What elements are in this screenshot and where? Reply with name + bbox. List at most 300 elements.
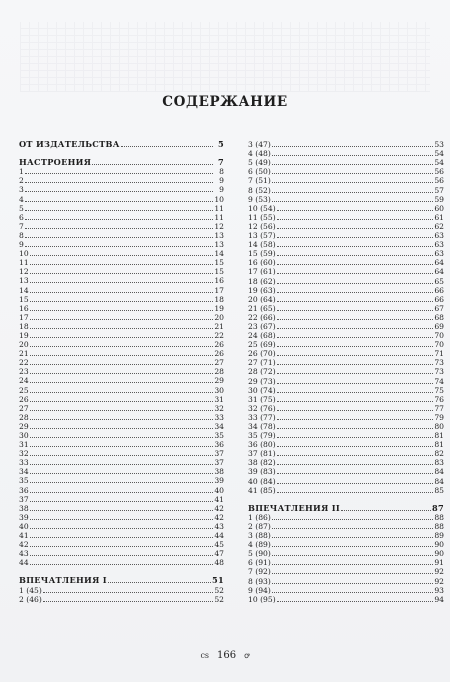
toc-entry <box>19 267 224 276</box>
dot-leader <box>272 149 433 156</box>
toc-entry-label: 7 (92) <box>248 567 271 577</box>
toc-entry-page: 53 <box>434 140 444 150</box>
toc-entry <box>19 304 224 313</box>
toc-entry-label: 13 <box>19 276 29 286</box>
toc-entry <box>248 140 444 149</box>
toc-entry-label: 29 (73) <box>248 376 276 386</box>
toc-entry-page: 21 <box>214 321 224 331</box>
toc-entry-page: 63 <box>434 249 444 259</box>
toc-entry-page: 15 <box>214 258 224 268</box>
toc-entry <box>19 258 224 267</box>
toc-entry-label: 8 <box>19 230 24 240</box>
toc-entry <box>19 585 224 594</box>
toc-entry-page: 73 <box>434 367 444 377</box>
toc-entry-page: 66 <box>434 294 444 304</box>
toc-entry-page: 36 <box>214 440 224 450</box>
dot-leader <box>30 367 213 374</box>
toc-entry <box>19 522 224 531</box>
toc-entry-label: 37 <box>19 494 29 504</box>
toc-entry <box>19 231 224 240</box>
toc-entry-page: 14 <box>214 249 224 259</box>
toc-entry-page: 64 <box>434 258 444 268</box>
page-title: СОДЕРЖАНИЕ <box>162 94 288 110</box>
toc-entry-page: 37 <box>214 458 224 468</box>
toc-entry <box>248 586 444 595</box>
toc-entry <box>19 449 224 458</box>
dot-leader <box>277 440 433 447</box>
toc-entry-label: 8 (93) <box>248 576 271 586</box>
toc-entry <box>19 485 224 494</box>
toc-entry-page: 51 <box>212 575 224 586</box>
toc-entry-page: 12 <box>214 221 224 231</box>
dot-leader <box>272 176 433 183</box>
toc-entry <box>248 395 444 404</box>
toc-entry <box>248 376 444 385</box>
toc-entry <box>248 276 444 285</box>
toc-entry-label: 39 <box>19 512 29 522</box>
toc-entry-label: 14 (58) <box>248 240 276 250</box>
toc-entry-label: 3 (47) <box>248 140 271 150</box>
toc-entry-page: 77 <box>434 403 444 413</box>
dot-leader <box>25 176 213 183</box>
dot-leader <box>272 167 433 174</box>
dot-leader <box>30 531 213 538</box>
toc-entry-page: 13 <box>214 240 224 250</box>
dot-leader <box>30 458 213 465</box>
toc-entry-page: 63 <box>434 231 444 241</box>
toc-entry <box>19 349 224 358</box>
toc-section-heading <box>248 504 444 513</box>
toc-entry-label: 41 <box>19 531 29 541</box>
toc-entry-label: 33 <box>19 458 29 468</box>
toc-entry-page: 57 <box>434 185 444 195</box>
toc-entry-label: 21 <box>19 349 29 359</box>
toc-entry-label: 20 (64) <box>248 294 276 304</box>
toc-entry-page: 9 <box>219 185 224 195</box>
toc-entry-page: 13 <box>214 230 224 240</box>
toc-entry-label: 12 <box>19 267 29 277</box>
toc-entry <box>19 513 224 522</box>
toc-entry-page: 90 <box>434 549 444 559</box>
dot-leader <box>277 377 433 384</box>
dot-leader <box>30 413 213 420</box>
toc-entry <box>248 422 444 431</box>
toc-entry-page: 91 <box>434 558 444 568</box>
toc-entry-label: 16 (60) <box>248 258 276 268</box>
dot-leader <box>272 586 433 593</box>
toc-entry <box>19 194 224 203</box>
toc-entry-page: 26 <box>214 349 224 359</box>
toc-entry-page: 38 <box>214 467 224 477</box>
toc-entry-page: 19 <box>214 303 224 313</box>
toc-entry <box>248 222 444 231</box>
dot-leader <box>277 213 433 220</box>
dot-leader <box>272 186 433 193</box>
dot-leader <box>30 276 213 283</box>
toc-entry-label: 1 (86) <box>248 512 271 522</box>
toc-entry-label: 5 (49) <box>248 158 271 168</box>
toc-entry <box>248 549 444 558</box>
toc-entry <box>248 267 444 276</box>
toc-entry-label: 43 <box>19 549 29 559</box>
toc-entry-page: 73 <box>434 358 444 368</box>
dot-leader <box>272 577 433 584</box>
toc-entry <box>19 440 224 449</box>
toc-entry-label: 15 <box>19 294 29 304</box>
toc-entry <box>19 285 224 294</box>
toc-entry-page: 43 <box>214 521 224 531</box>
dot-leader <box>30 376 213 383</box>
toc-entry <box>19 395 224 404</box>
dot-leader <box>277 304 433 311</box>
toc-entry-label: 24 <box>19 376 29 386</box>
dot-leader <box>25 222 213 229</box>
dot-leader <box>277 367 433 374</box>
toc-entry <box>248 231 444 240</box>
dot-leader <box>272 195 433 202</box>
toc-entry-page: 81 <box>434 440 444 450</box>
toc-entry-label: 37 (81) <box>248 449 276 459</box>
toc-entry <box>248 413 444 422</box>
toc-entry <box>248 195 444 204</box>
toc-entry-label: 38 <box>19 503 29 513</box>
dot-leader <box>30 349 213 356</box>
toc-entry-page: 42 <box>214 503 224 513</box>
toc-entry-page: 65 <box>434 276 444 286</box>
page-footer <box>0 650 450 661</box>
bleed-through-background <box>20 22 430 92</box>
toc-entry-label: 36 (80) <box>248 440 276 450</box>
footer-left-ornament: cs <box>200 651 210 660</box>
toc-entry-page: 18 <box>214 294 224 304</box>
dot-leader <box>30 313 213 320</box>
toc-entry <box>248 486 444 495</box>
toc-entry-page: 92 <box>434 567 444 577</box>
toc-entry-page: 92 <box>434 576 444 586</box>
toc-entry-page: 52 <box>214 585 224 595</box>
toc-entry <box>248 185 444 194</box>
toc-entry-label: 30 (74) <box>248 385 276 395</box>
toc-entry-page: 93 <box>434 585 444 595</box>
toc-entry-label: 6 (50) <box>248 167 271 177</box>
toc-entry-label: 16 <box>19 303 29 313</box>
toc-entry <box>248 404 444 413</box>
toc-entry <box>248 313 444 322</box>
toc-entry-label: 19 <box>19 330 29 340</box>
toc-entry <box>19 276 224 285</box>
toc-entry-page: 11 <box>214 212 224 222</box>
toc-entry <box>19 413 224 422</box>
toc-entry-label: 11 (55) <box>248 212 276 222</box>
toc-entry-page: 37 <box>214 449 224 459</box>
toc-entry-page: 89 <box>434 531 444 541</box>
toc-entry-label: 1 (45) <box>19 585 42 595</box>
dot-leader <box>30 440 213 447</box>
toc-entry <box>248 522 444 531</box>
dot-leader <box>30 340 213 347</box>
toc-entry-page: 84 <box>434 476 444 486</box>
toc-entry <box>248 331 444 340</box>
toc-entry-page: 48 <box>214 558 224 568</box>
dot-leader <box>277 277 433 284</box>
toc-entry-page: 47 <box>214 549 224 559</box>
toc-entry <box>248 358 444 367</box>
toc-entry <box>19 595 224 604</box>
toc-entry-page: 10 <box>214 194 224 204</box>
toc-entry-label: 4 <box>19 194 24 204</box>
toc-entry <box>248 213 444 222</box>
toc-entry-label: 11 <box>19 258 29 268</box>
toc-entry-label: 6 (91) <box>248 558 271 568</box>
toc-entry <box>248 340 444 349</box>
toc-entry-page: 64 <box>434 267 444 277</box>
toc-entry-label: ВПЕЧАТЛЕНИЯ II <box>248 502 341 513</box>
toc-entry-page: 81 <box>434 431 444 441</box>
toc-entry-page: 62 <box>434 221 444 231</box>
toc-entry-label: 19 (63) <box>248 285 276 295</box>
toc-entry-page: 87 <box>432 502 444 513</box>
toc-entry-label: ВПЕЧАТЛЕНИЯ I <box>19 575 107 586</box>
toc-entry-page: 28 <box>214 367 224 377</box>
toc-entry-page: 31 <box>214 394 224 404</box>
dot-leader <box>277 222 433 229</box>
toc-entry-label: 23 <box>19 367 29 377</box>
toc-entry-label: 28 (72) <box>248 367 276 377</box>
dot-leader <box>341 504 431 511</box>
toc-entry-page: 52 <box>214 594 224 604</box>
dot-leader <box>30 304 213 311</box>
dot-leader <box>30 295 213 302</box>
dot-leader <box>277 358 433 365</box>
toc-section-heading <box>19 576 224 585</box>
dot-leader <box>277 286 433 293</box>
toc-entry <box>248 431 444 440</box>
toc-entry-page: 41 <box>214 494 224 504</box>
toc-entry <box>248 149 444 158</box>
dot-leader <box>25 231 213 238</box>
dot-leader <box>30 258 213 265</box>
toc-entry-page: 76 <box>434 394 444 404</box>
toc-entry-label: 10 (54) <box>248 203 276 213</box>
dot-leader <box>272 140 433 147</box>
toc-entry <box>19 331 224 340</box>
toc-entry-label: 26 <box>19 394 29 404</box>
toc-entry-label: 7 <box>19 221 24 231</box>
dot-leader <box>277 404 433 411</box>
toc-entry <box>248 249 444 258</box>
toc-entry <box>19 422 224 431</box>
dot-leader <box>272 540 433 547</box>
toc-entry-page: 5 <box>218 139 224 150</box>
toc-section-heading <box>19 140 224 149</box>
dot-leader <box>30 540 213 547</box>
toc-entry-page: 54 <box>434 149 444 159</box>
toc-entry-page: 54 <box>434 158 444 168</box>
toc-entry <box>248 386 444 395</box>
toc-entry <box>19 531 224 540</box>
toc-entry <box>19 249 224 258</box>
dot-leader <box>277 386 433 393</box>
dot-leader <box>30 331 213 338</box>
toc-entry-page: 32 <box>214 403 224 413</box>
toc-entry-label: 27 <box>19 403 29 413</box>
toc-entry-page: 9 <box>219 176 224 186</box>
footer-right-ornament: ꝍ <box>244 651 250 660</box>
toc-entry-page: 69 <box>434 321 444 331</box>
dot-leader <box>25 185 213 192</box>
toc-entry-label: 34 (78) <box>248 422 276 431</box>
toc-entry <box>19 340 224 349</box>
toc-entry <box>248 367 444 376</box>
toc-entry <box>248 513 444 522</box>
toc-entry <box>19 222 224 231</box>
dot-leader <box>272 531 433 538</box>
toc-entry-label: 30 <box>19 431 29 440</box>
toc-entry-page: 16 <box>214 276 224 286</box>
toc-entry-label: 40 <box>19 521 29 531</box>
toc-entry-label: 36 <box>19 485 29 495</box>
dot-leader <box>30 358 213 365</box>
toc-entry-label: 4 (48) <box>248 149 271 159</box>
toc-entry-label: 23 (67) <box>248 321 276 331</box>
dot-leader <box>121 140 213 147</box>
dot-leader <box>272 549 433 556</box>
dot-leader <box>30 476 213 483</box>
toc-entry-label: ОТ ИЗДАТЕЛЬСТВА <box>19 139 120 150</box>
toc-entry-page: 26 <box>214 340 224 350</box>
toc-entry <box>248 467 444 476</box>
toc-entry-label: 3 (88) <box>248 531 271 541</box>
toc-entry <box>248 458 444 467</box>
toc-entry-page: 83 <box>434 458 444 468</box>
toc-entry <box>19 476 224 485</box>
toc-entry-page: 88 <box>434 521 444 531</box>
toc-entry-page: 17 <box>214 285 224 295</box>
dot-leader <box>108 576 211 583</box>
toc-entry-label: 39 (83) <box>248 467 276 477</box>
toc-entry-page: 56 <box>434 176 444 186</box>
toc-entry <box>19 458 224 467</box>
toc-entry-label: 1 <box>19 167 24 177</box>
toc-entry-label: 10 <box>19 249 29 259</box>
dot-leader <box>30 549 213 556</box>
toc-entry <box>248 349 444 358</box>
toc-section-heading <box>19 158 224 167</box>
toc-entry-label: 31 (75) <box>248 394 276 404</box>
dot-leader <box>30 404 213 411</box>
toc-entry <box>19 167 224 176</box>
toc-entry-page: 33 <box>214 412 224 422</box>
dot-leader <box>272 567 433 574</box>
dot-leader <box>277 431 433 438</box>
dot-leader <box>30 286 213 293</box>
page-number: 166 <box>217 650 237 661</box>
dot-leader <box>30 513 213 520</box>
dot-leader <box>277 313 433 320</box>
toc-entry-page: 75 <box>434 385 444 395</box>
toc-entry <box>248 304 444 313</box>
toc-entry-page: 90 <box>434 540 444 550</box>
toc-entry-page: 22 <box>214 330 224 340</box>
dot-leader <box>272 558 433 565</box>
dot-leader <box>30 249 213 256</box>
dot-leader <box>277 267 433 274</box>
toc-entry <box>19 467 224 476</box>
toc-entry <box>248 440 444 449</box>
toc-entry-label: 29 <box>19 421 29 431</box>
toc-entry-label: 3 <box>19 185 24 195</box>
toc-entry-page: 11 <box>214 203 224 213</box>
toc-entry-label: 22 <box>19 358 29 368</box>
toc-entry <box>19 313 224 322</box>
toc-entry <box>19 431 224 440</box>
dot-leader <box>277 395 433 402</box>
toc-entry-page: 42 <box>214 512 224 522</box>
dot-leader <box>272 158 433 165</box>
toc-entry-label: 27 (71) <box>248 358 276 368</box>
toc-entry <box>19 176 224 185</box>
dot-leader <box>30 449 213 456</box>
toc-entry-page: 68 <box>434 312 444 322</box>
toc-entry-page: 45 <box>214 540 224 550</box>
toc-entry <box>248 258 444 267</box>
toc-entry <box>19 549 224 558</box>
toc-entry-label: 9 (53) <box>248 194 271 204</box>
toc-entry-label: 42 <box>19 540 29 550</box>
toc-entry-page: 30 <box>214 385 224 395</box>
toc-entry <box>19 322 224 331</box>
toc-entry-label: 5 (90) <box>248 549 271 559</box>
toc-entry <box>248 295 444 304</box>
toc-entry-label: НАСТРОЕНИЯ <box>19 157 92 168</box>
toc-entry-label: 34 <box>19 467 29 477</box>
dot-leader <box>30 395 213 402</box>
dot-leader <box>277 204 433 211</box>
toc-entry <box>248 322 444 331</box>
dot-leader <box>30 558 213 565</box>
dot-leader <box>30 422 213 429</box>
toc-entry <box>19 185 224 194</box>
dot-leader <box>277 349 433 356</box>
toc-entry-label: 10 (95) <box>248 594 276 604</box>
dot-leader <box>30 504 213 511</box>
toc-entry-label: 18 <box>19 321 29 331</box>
dot-leader <box>277 340 433 347</box>
toc-entry <box>19 204 224 213</box>
dot-leader <box>277 413 433 420</box>
dot-leader <box>30 431 213 438</box>
toc-entry-page: 56 <box>434 167 444 177</box>
toc-entry-label: 25 (69) <box>248 340 276 350</box>
toc-entry <box>248 595 444 604</box>
toc-entry-page: 79 <box>434 412 444 422</box>
toc-entry-label: 12 (56) <box>248 221 276 231</box>
toc-entry-page: 35 <box>214 431 224 440</box>
toc-entry <box>19 376 224 385</box>
toc-entry-label: 2 (87) <box>248 521 271 531</box>
toc-entry-page: 80 <box>434 422 444 431</box>
toc-entry-page: 8 <box>219 167 224 177</box>
toc-entry-page: 71 <box>434 349 444 359</box>
dot-leader <box>30 522 213 529</box>
toc-entry <box>19 558 224 567</box>
toc-entry <box>19 404 224 413</box>
toc-entry-page: 85 <box>434 485 444 495</box>
toc-entry-label: 2 <box>19 176 24 186</box>
toc-entry-label: 7 (51) <box>248 176 271 186</box>
dot-leader <box>25 195 213 202</box>
toc-entry-label: 26 (70) <box>248 349 276 359</box>
